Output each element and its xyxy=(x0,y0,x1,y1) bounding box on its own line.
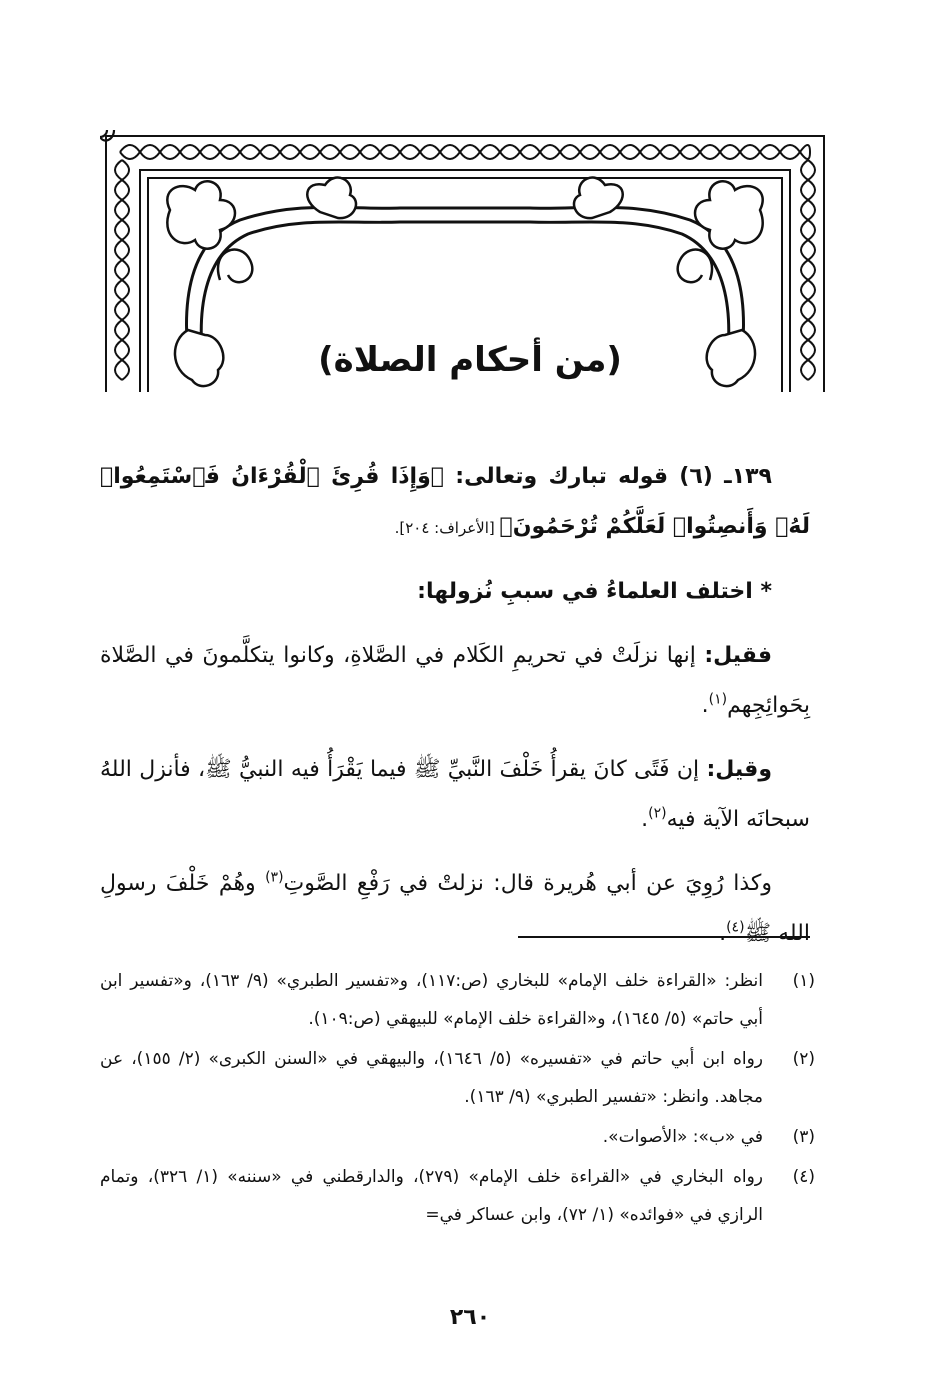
footnote-number: (٣) xyxy=(792,1127,815,1147)
paragraph-first-opinion xyxy=(100,631,810,731)
footnote-separator xyxy=(518,936,810,938)
quran-verse: ﴿وَإِذَا قُرِئَ ٱلْقُرْءَانُ فَٱسْتَمِعُوا۟ لَهُۥ وَأَنصِتُوا۟ لَعَلَّكُمْ تُرْحَمُونَ﴾ xyxy=(100,464,810,539)
footnote xyxy=(100,1118,815,1156)
opinion-label: فقيل: xyxy=(704,643,772,668)
opinion-label: وقيل: xyxy=(706,757,772,782)
footnote-number: (٢) xyxy=(792,1049,815,1069)
opinion-text: وكذا رُوِيَ عن أبي هُريرة قال: نزلتْ في رَفْعِ الصَّوتِ xyxy=(283,871,772,896)
footnotes xyxy=(100,962,815,1236)
paragraph-third-opinion xyxy=(100,859,810,959)
main-text xyxy=(100,452,810,973)
footnote-text: رواه البخاري في «القراءة خلف الإمام» (٢٧٩)، والدارقطني في «سننه» (١/ ٣٢٦)، وتمام الرازي في «فوائده» (١/ ٧٢)، وابن عساكر في= xyxy=(100,1167,764,1225)
footnote-text: رواه ابن أبي حاتم في «تفسيره» (٥/ ١٦٤٦)، والبيهقي في «السنن الكبرى» (٢/ ١٥٥)، عن مجاهد. وانظر: «تفسير الطبري» (٩/ ١٦٣). xyxy=(100,1049,763,1107)
opinion-text: إن فَتًى كانَ يقرأُ خَلْفَ النَّبيِّ ﷺ فيما يَقْرَأُ فيه النبيُّ ﷺ، فأنزل اللهُ سبحانَه الآية فيه xyxy=(100,757,810,832)
page-number: ٢٦٠ xyxy=(449,1305,491,1330)
footnote-text: انظر: «القراءة خلف الإمام» للبخاري (ص:١١٧)، و«تفسير الطبري» (٩/ ١٦٣)، و«تفسير ابن أبي حاتم» (٥/ ١٦٤٥)، و«القراءة خلف الإمام» للبيهقي (ص:١٠٩). xyxy=(100,971,763,1029)
footnote-marker[interactable]: (٣) xyxy=(265,869,284,886)
paragraph-second-opinion xyxy=(100,745,810,845)
opinion-text: وهُمْ خَلْفَ رسولِ الله ﷺ xyxy=(100,871,810,946)
footnote-text: في «ب»: «الأصوات». xyxy=(602,1127,763,1147)
paragraph-verse xyxy=(100,452,810,553)
footnote-number: (١) xyxy=(792,971,815,991)
sentence-end: . xyxy=(701,693,709,718)
footnote xyxy=(100,1040,815,1116)
footnote-number: (٤) xyxy=(792,1167,815,1187)
verse-reference: [الأعراف: ٢٠٤]. xyxy=(394,519,500,537)
footnote-marker[interactable]: (١) xyxy=(708,691,728,708)
sentence-end: . xyxy=(641,807,649,832)
footnote-marker[interactable]: (٢) xyxy=(648,805,667,822)
verse-intro: ١٣٩ـ (٦) قوله تبارك وتعالى: xyxy=(443,464,772,489)
footnote xyxy=(100,962,815,1038)
paragraph-heading: * اختلف العلماءُ في سببِ نُزولها: xyxy=(417,579,772,604)
footnote-marker[interactable]: (٤) xyxy=(726,919,745,936)
opinion-text: إنها نزلَتْ في تحريمِ الكَلام في الصَّلاةِ، وكانوا يتكلَّمونَ في الصَّلاة بِحَوائِجِهم xyxy=(100,643,810,718)
sentence-end: . xyxy=(719,921,727,946)
footnote xyxy=(100,1158,815,1234)
chapter-title: (من أحكام الصلاة) xyxy=(318,340,622,380)
